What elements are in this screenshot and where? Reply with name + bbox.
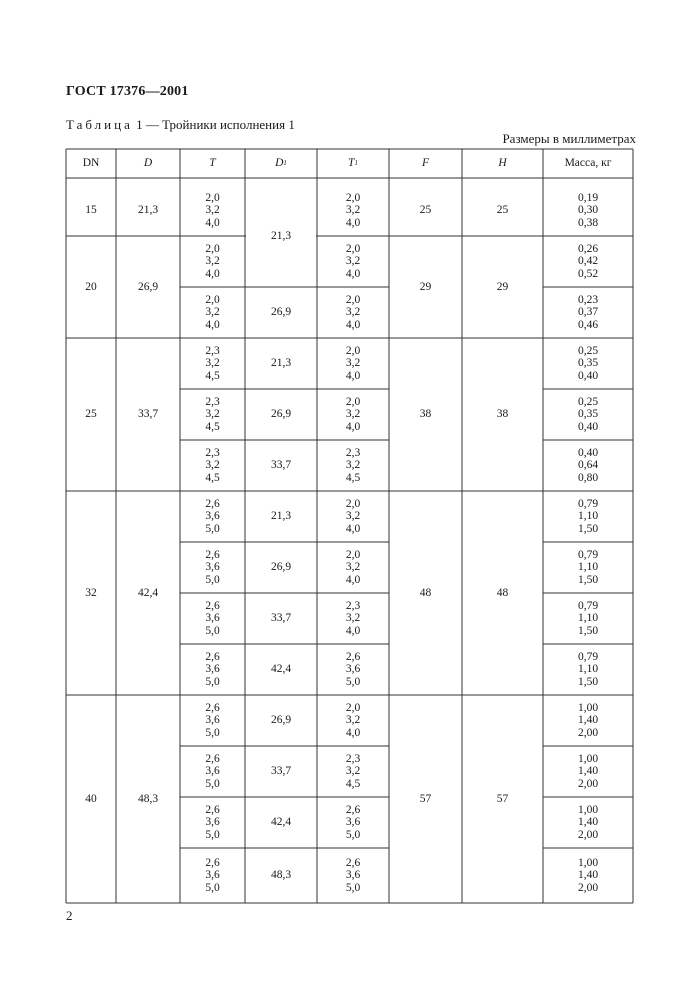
t-value: 2,6 (205, 599, 220, 612)
t-value: 4,0 (205, 318, 220, 331)
t1-cell (317, 746, 389, 797)
t1-value: 3,2 (345, 510, 361, 523)
dn-cell (66, 236, 116, 338)
mass-value: 1,40 (577, 869, 599, 882)
mass-value: 2,00 (577, 828, 599, 841)
dn-cell (66, 695, 116, 903)
t1-value: 4,0 (345, 420, 361, 433)
t1-cell (317, 695, 389, 746)
t-value: 2,0 (205, 242, 220, 255)
mass-cell (543, 644, 633, 695)
t1-stack (346, 498, 360, 536)
t1-value: 3,2 (345, 714, 361, 727)
h-value: 29 (496, 280, 509, 293)
header-dn-text: DN (82, 157, 100, 170)
t1-stack (346, 702, 360, 740)
t-value: 2,0 (205, 293, 220, 306)
h-cell (462, 185, 543, 236)
mass-value: 0,46 (577, 318, 599, 331)
t1-value: 4,5 (345, 777, 361, 790)
t1-value: 2,6 (345, 650, 361, 663)
t1-value: 3,2 (345, 612, 361, 625)
t-value: 2,3 (205, 395, 220, 408)
t1-value: 4,0 (345, 369, 361, 382)
t-cell (180, 695, 245, 746)
t1-value: 3,6 (345, 663, 361, 676)
f-cell (389, 185, 462, 236)
t-value: 3,2 (205, 306, 220, 319)
document-title: ГОСТ 17376—2001 (66, 84, 189, 99)
d-cell (116, 236, 180, 338)
page-number: 2 (66, 908, 73, 923)
t-value: 5,0 (205, 675, 220, 688)
t1-value: 2,6 (345, 856, 361, 869)
mass-value: 0,23 (577, 293, 599, 306)
t-stack (205, 702, 219, 740)
d1-value: 26,9 (270, 714, 292, 727)
mass-value: 0,40 (577, 420, 599, 433)
mass-stack (578, 549, 598, 587)
mass-value: 1,00 (577, 701, 599, 714)
mass-cell (543, 797, 633, 848)
t1-value: 4,0 (345, 318, 361, 331)
t1-value: 2,0 (345, 242, 361, 255)
t-value: 2,6 (205, 497, 220, 510)
t-stack (205, 753, 219, 791)
mass-cell (543, 848, 633, 903)
t-stack (205, 600, 219, 638)
t1-value: 5,0 (345, 881, 361, 894)
t-value: 4,5 (205, 369, 220, 382)
mass-cell (543, 185, 633, 236)
t1-value: 4,0 (345, 522, 361, 535)
t1-value: 3,2 (345, 255, 361, 268)
mass-stack (578, 447, 598, 485)
t-cell (180, 440, 245, 491)
mass-value: 2,00 (577, 726, 599, 739)
mass-stack (578, 345, 598, 383)
t1-value: 3,2 (345, 357, 361, 370)
header-t (180, 149, 245, 178)
t-value: 2,6 (205, 752, 220, 765)
t-value: 3,6 (205, 765, 220, 778)
d1-cell (245, 491, 317, 542)
d1-value: 26,9 (270, 561, 292, 574)
h-cell (462, 695, 543, 903)
t-value: 3,6 (205, 561, 220, 574)
t-value: 3,2 (205, 408, 220, 421)
h-cell (462, 236, 543, 338)
t1-value: 3,2 (345, 408, 361, 421)
t-stack (205, 498, 219, 536)
t-value: 3,2 (205, 357, 220, 370)
d-cell (116, 185, 180, 236)
t-stack (205, 549, 219, 587)
t-value: 5,0 (205, 828, 220, 841)
f-value: 38 (419, 408, 432, 421)
d1-value: 21,3 (270, 229, 292, 242)
t1-cell (317, 797, 389, 848)
header-f (389, 149, 462, 178)
d1-cell (245, 389, 317, 440)
h-value: 25 (496, 204, 509, 217)
mass-value: 0,35 (577, 357, 599, 370)
t1-value: 4,0 (345, 726, 361, 739)
t1-value: 2,0 (345, 344, 361, 357)
t-cell (180, 185, 245, 236)
t1-value: 2,0 (345, 701, 361, 714)
t-cell (180, 746, 245, 797)
mass-value: 0,64 (577, 459, 599, 472)
header-t1-subscript: 1 (354, 159, 358, 168)
f-value: 57 (419, 792, 432, 805)
d1-value: 42,4 (270, 663, 292, 676)
d1-cell (245, 440, 317, 491)
t1-stack (346, 294, 360, 332)
d-value: 48,3 (137, 792, 159, 805)
mass-stack (578, 702, 598, 740)
dn-cell (66, 338, 116, 491)
t1-value: 3,2 (345, 765, 361, 778)
d1-value: 48,3 (270, 869, 292, 882)
d-cell (116, 338, 180, 491)
mass-value: 1,50 (577, 522, 599, 535)
mass-stack (578, 243, 598, 281)
header-d1-subscript: 1 (283, 159, 287, 168)
mass-value: 1,10 (577, 663, 599, 676)
t1-stack (346, 396, 360, 434)
mass-stack (578, 192, 598, 230)
t-value: 3,2 (205, 459, 220, 472)
d-cell (116, 695, 180, 903)
t1-cell (317, 338, 389, 389)
mass-value: 0,79 (577, 548, 599, 561)
t1-stack (346, 549, 360, 587)
t1-value: 2,0 (345, 548, 361, 561)
mass-value: 1,10 (577, 561, 599, 574)
header-h (462, 149, 543, 178)
f-cell (389, 236, 462, 338)
t-value: 5,0 (205, 624, 220, 637)
h-value: 38 (496, 408, 509, 421)
t1-cell (317, 491, 389, 542)
t1-stack (346, 804, 360, 842)
t1-value: 3,6 (345, 816, 361, 829)
mass-value: 2,00 (577, 881, 599, 894)
d1-cell (245, 746, 317, 797)
mass-cell (543, 593, 633, 644)
mass-value: 1,40 (577, 816, 599, 829)
t1-value: 2,3 (345, 752, 361, 765)
dn-value: 20 (85, 280, 97, 293)
mass-value: 2,00 (577, 777, 599, 790)
t-value: 4,0 (205, 216, 220, 229)
t-stack (205, 396, 219, 434)
mass-value: 0,30 (577, 204, 599, 217)
d1-value: 33,7 (270, 765, 292, 778)
f-cell (389, 695, 462, 903)
mass-stack (578, 600, 598, 638)
t-value: 5,0 (205, 573, 220, 586)
t-value: 2,3 (205, 344, 220, 357)
d1-value: 26,9 (270, 408, 292, 421)
mass-value: 0,40 (577, 369, 599, 382)
header-mass (543, 149, 633, 178)
f-cell (389, 491, 462, 695)
dn-cell (66, 185, 116, 236)
mass-value: 0,52 (577, 267, 599, 280)
t-cell (180, 338, 245, 389)
mass-value: 0,38 (577, 216, 599, 229)
d-value: 42,4 (137, 586, 159, 599)
t1-cell (317, 185, 389, 236)
t1-value: 4,0 (345, 624, 361, 637)
t-value: 5,0 (205, 522, 220, 535)
mass-stack (578, 651, 598, 689)
d1-cell (245, 542, 317, 593)
mass-cell (543, 287, 633, 338)
t-value: 4,0 (205, 267, 220, 280)
mass-value: 1,40 (577, 714, 599, 727)
t-value: 2,6 (205, 701, 220, 714)
header-dn (66, 149, 116, 178)
header-d1-text: D (275, 157, 284, 170)
t1-value: 2,0 (345, 395, 361, 408)
header-d (116, 149, 180, 178)
d-value: 33,7 (137, 408, 159, 421)
mass-cell (543, 440, 633, 491)
mass-value: 1,00 (577, 856, 599, 869)
t1-value: 2,0 (345, 191, 361, 204)
t-stack (205, 345, 219, 383)
mass-value: 0,79 (577, 497, 599, 510)
table-caption-word: Таблица (66, 117, 133, 132)
t1-stack (346, 753, 360, 791)
d-value: 26,9 (137, 280, 159, 293)
dn-value: 25 (85, 408, 97, 421)
t-value: 2,3 (205, 446, 220, 459)
t1-value: 4,0 (345, 573, 361, 586)
t-value: 2,6 (205, 856, 220, 869)
t1-value: 5,0 (345, 828, 361, 841)
h-value: 48 (496, 586, 509, 599)
h-value: 57 (496, 792, 509, 805)
t-value: 5,0 (205, 881, 220, 894)
mass-cell (543, 491, 633, 542)
t-value: 3,6 (205, 612, 220, 625)
dn-value: 32 (85, 586, 97, 599)
header-t1-text: T (348, 157, 355, 170)
t-cell (180, 644, 245, 695)
mass-value: 1,10 (577, 612, 599, 625)
d1-value: 21,3 (270, 510, 292, 523)
mass-value: 0,19 (577, 191, 599, 204)
t1-value: 2,6 (345, 803, 361, 816)
mass-value: 0,79 (577, 599, 599, 612)
mass-value: 1,50 (577, 624, 599, 637)
t-stack (205, 294, 219, 332)
d1-cell (245, 695, 317, 746)
dn-cell (66, 491, 116, 695)
t1-value: 4,0 (345, 216, 361, 229)
t1-value: 3,6 (345, 869, 361, 882)
d1-cell (245, 287, 317, 338)
t1-stack (346, 857, 360, 895)
t-value: 2,6 (205, 650, 220, 663)
t-value: 3,6 (205, 816, 220, 829)
t1-value: 3,2 (345, 459, 361, 472)
mass-value: 1,40 (577, 765, 599, 778)
t1-cell (317, 236, 389, 287)
d1-value: 42,4 (270, 816, 292, 829)
t1-value: 3,2 (345, 306, 361, 319)
t-stack (205, 243, 219, 281)
mass-value: 0,25 (577, 395, 599, 408)
t1-stack (346, 600, 360, 638)
t-stack (205, 857, 219, 895)
mass-stack (578, 753, 598, 791)
t-stack (205, 192, 219, 230)
dn-value: 15 (85, 204, 97, 217)
mass-value: 0,80 (577, 471, 599, 484)
header-d1 (245, 149, 317, 178)
t-cell (180, 848, 245, 903)
t1-stack (346, 192, 360, 230)
dimensions-note: Размеры в миллиметрах (502, 131, 636, 146)
t1-cell (317, 389, 389, 440)
t-cell (180, 287, 245, 338)
header-mass-text: Масса, кг (564, 157, 612, 170)
mass-cell (543, 338, 633, 389)
t1-value: 2,3 (345, 599, 361, 612)
t-stack (205, 804, 219, 842)
t1-stack (346, 447, 360, 485)
f-value: 48 (419, 586, 432, 599)
t1-cell (317, 593, 389, 644)
mass-stack (578, 498, 598, 536)
t1-value: 2,0 (345, 497, 361, 510)
d1-cell (245, 593, 317, 644)
mass-value: 1,50 (577, 573, 599, 586)
t-value: 2,0 (205, 191, 220, 204)
t1-stack (346, 651, 360, 689)
t-value: 3,6 (205, 510, 220, 523)
t1-cell (317, 542, 389, 593)
t1-cell (317, 848, 389, 903)
t1-cell (317, 287, 389, 338)
d1-cell-merged (245, 185, 317, 287)
d1-cell (245, 338, 317, 389)
mass-value: 1,00 (577, 752, 599, 765)
t-value: 5,0 (205, 726, 220, 739)
d1-value: 26,9 (270, 306, 292, 319)
mass-value: 0,25 (577, 344, 599, 357)
t-cell (180, 491, 245, 542)
t1-value: 4,0 (345, 267, 361, 280)
mass-cell (543, 389, 633, 440)
dn-value: 40 (85, 792, 97, 805)
t-value: 3,6 (205, 663, 220, 676)
t-value: 3,6 (205, 869, 220, 882)
t1-value: 2,3 (345, 446, 361, 459)
d1-cell (245, 848, 317, 903)
d1-value: 33,7 (270, 459, 292, 472)
header-t-text: T (209, 157, 216, 170)
d1-cell (245, 797, 317, 848)
f-value: 25 (419, 204, 432, 217)
t-cell (180, 797, 245, 848)
mass-value: 1,10 (577, 510, 599, 523)
t-stack (205, 447, 219, 485)
t1-value: 3,2 (345, 561, 361, 574)
t-cell (180, 236, 245, 287)
mass-value: 0,26 (577, 242, 599, 255)
t-value: 2,6 (205, 803, 220, 816)
mass-value: 0,35 (577, 408, 599, 421)
h-cell (462, 338, 543, 491)
f-cell (389, 338, 462, 491)
t-value: 3,2 (205, 255, 220, 268)
mass-value: 0,37 (577, 306, 599, 319)
header-f-text: F (421, 157, 430, 170)
header-t1 (317, 149, 389, 178)
d1-cell (245, 644, 317, 695)
t-value: 4,5 (205, 420, 220, 433)
mass-value: 0,42 (577, 255, 599, 268)
t1-cell (317, 440, 389, 491)
mass-value: 0,40 (577, 446, 599, 459)
t-cell (180, 593, 245, 644)
d-value: 21,3 (137, 204, 159, 217)
t1-stack (346, 243, 360, 281)
h-cell (462, 491, 543, 695)
t-value: 2,6 (205, 548, 220, 561)
t1-value: 4,5 (345, 471, 361, 484)
t1-value: 5,0 (345, 675, 361, 688)
table-caption-text: 1 — Тройники исполнения 1 (132, 117, 295, 132)
t-stack (205, 651, 219, 689)
mass-stack (578, 396, 598, 434)
header-h-text: H (498, 157, 507, 170)
t-value: 4,5 (205, 471, 220, 484)
mass-cell (543, 236, 633, 287)
t1-value: 2,0 (345, 293, 361, 306)
mass-cell (543, 542, 633, 593)
t-value: 3,2 (205, 204, 220, 217)
mass-stack (578, 857, 598, 895)
d-cell (116, 491, 180, 695)
t-cell (180, 542, 245, 593)
d1-value: 21,3 (270, 357, 292, 370)
mass-cell (543, 746, 633, 797)
mass-stack (578, 294, 598, 332)
mass-cell (543, 695, 633, 746)
mass-value: 1,00 (577, 803, 599, 816)
header-d-text: D (143, 157, 153, 170)
t1-cell (317, 644, 389, 695)
t1-stack (346, 345, 360, 383)
t1-value: 3,2 (345, 204, 361, 217)
d1-value: 33,7 (270, 612, 292, 625)
t-value: 5,0 (205, 777, 220, 790)
mass-value: 1,50 (577, 675, 599, 688)
t-cell (180, 389, 245, 440)
t-value: 3,6 (205, 714, 220, 727)
mass-stack (578, 804, 598, 842)
mass-value: 0,79 (577, 650, 599, 663)
f-value: 29 (419, 280, 432, 293)
